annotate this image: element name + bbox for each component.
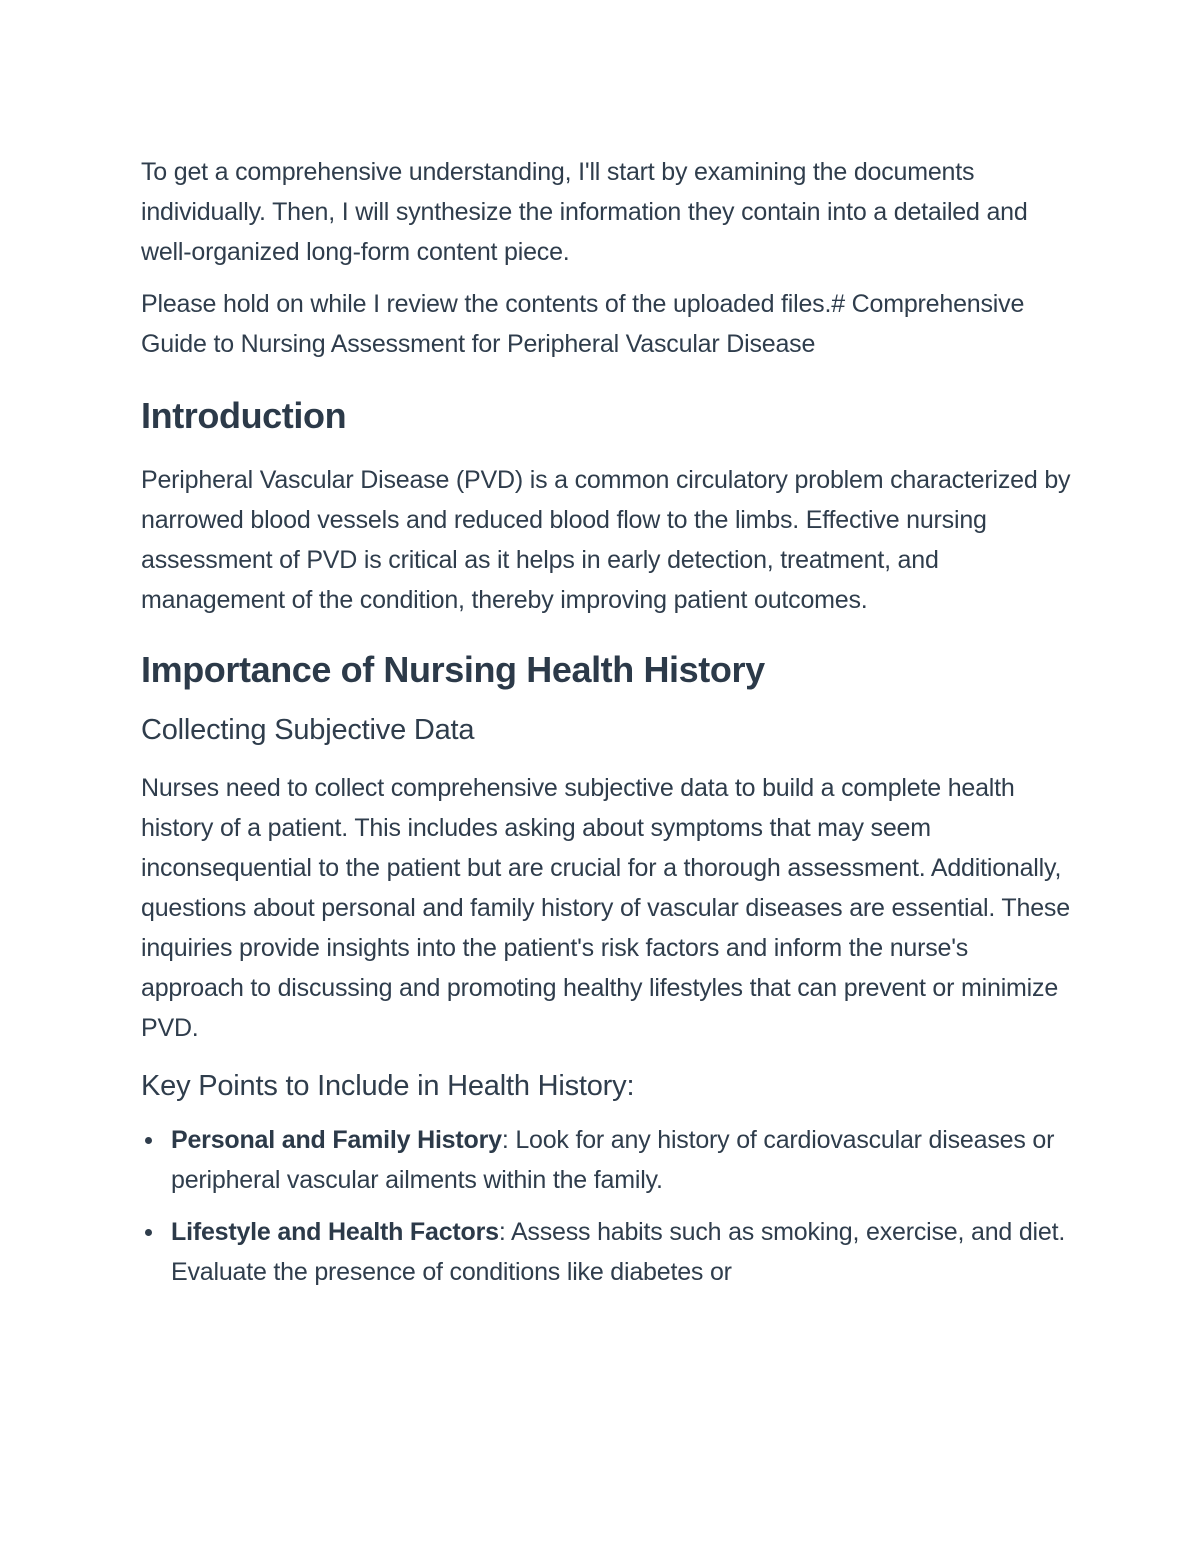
bullet-icon [145, 1229, 152, 1236]
list-item-term: Lifestyle and Health Factors [171, 1218, 499, 1246]
review-paragraph: Please hold on while I review the contents of the uploaded files.# Comprehensive Guide to Nursing Assessment for Peripheral Vascular Disease [141, 290, 1025, 358]
list-item-text: : Assess habits such as smoking, exercise, and diet. Evaluate the presence of conditions like diabetes or [171, 1218, 1066, 1286]
subjective-data-heading: Collecting Subjective Data [141, 714, 475, 746]
importance-heading: Importance of Nursing Health History [141, 649, 765, 690]
subjective-data-paragraph: Nurses need to collect comprehensive subjective data to build a complete health history of a patient. This includes asking about symptoms that may seem inconsequential to the patient but are crucial for a thorough assessment. Additionally, questions about personal and family history of vascular diseases are essential. These inquiries provide insights into the patient's risk factors and inform the nurse's approach to discussing and promoting healthy lifestyles that can prevent or minimize PVD. [141, 774, 1070, 1042]
bullet-icon [145, 1137, 152, 1144]
list-item-text: : Look for any history of cardiovascular diseases or peripheral vascular ailments within the family. [171, 1126, 1055, 1194]
introduction-heading: Introduction [141, 395, 347, 436]
key-points-list [141, 1120, 1071, 1292]
list-item [141, 1120, 1071, 1200]
list-item-term: Personal and Family History [171, 1126, 502, 1154]
list-item [141, 1212, 1071, 1292]
key-points-heading: Key Points to Include in Health History: [141, 1070, 635, 1102]
document-page [141, 152, 1071, 1304]
pvd-paragraph: Peripheral Vascular Disease (PVD) is a common circulatory problem characterized by narrowed blood vessels and reduced blood flow to the limbs. Effective nursing assessment of PVD is critical as it helps in early detection, treatment, and management of the condition, thereby improving patient outcomes. [141, 466, 1071, 614]
intro-paragraph: To get a comprehensive understanding, I'll start by examining the documents individually. Then, I will synthesize the information they contain into a detailed and well-organized long-form content piece. [141, 158, 1028, 266]
